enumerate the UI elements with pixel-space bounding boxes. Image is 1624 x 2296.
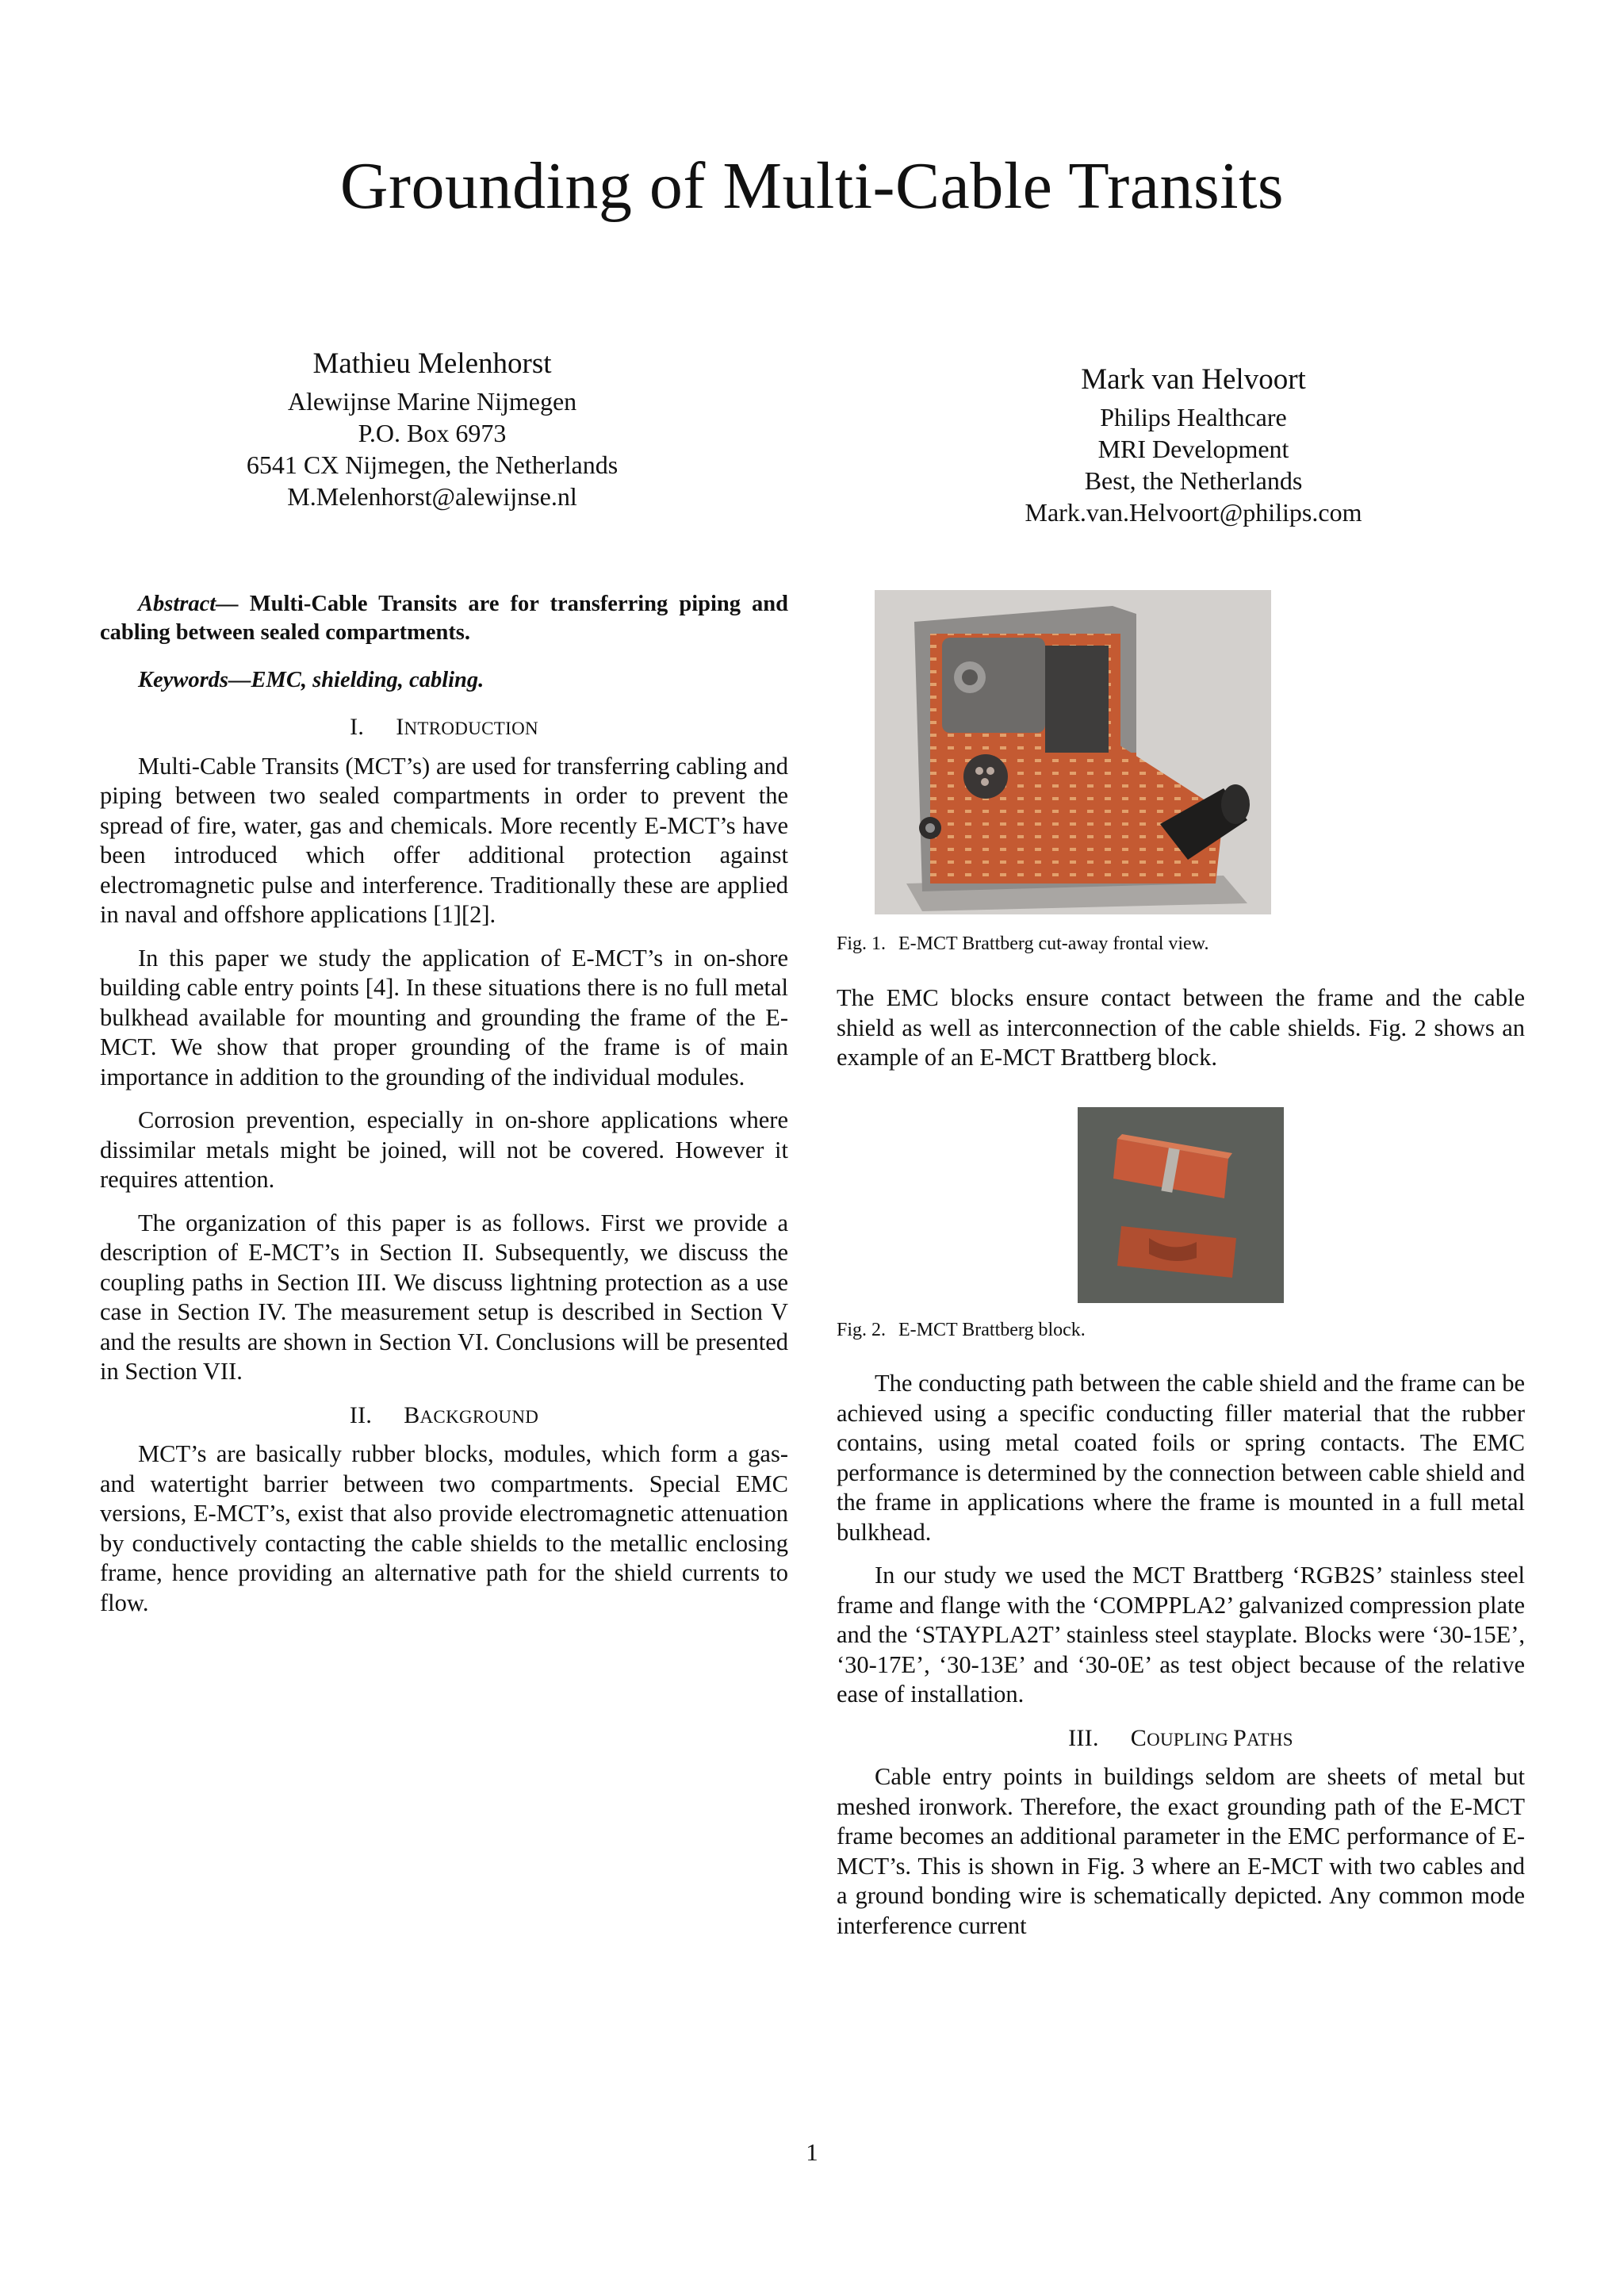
- paragraph: The organization of this paper is as follows. First we provide a description of E-MCT’s in Section II. Subsequently, we discuss the coupling paths in Section III. We discuss lightning protection as a use case in Section IV. The measurement setup is described in Section V and the results are shown in Section VI. Conclusions will be presented in Section VII.: [100, 1209, 788, 1385]
- keywords: Keywords—EMC, shielding, cabling.: [138, 668, 485, 692]
- section-title-initial: B: [404, 1401, 420, 1428]
- caption-text: E-MCT Brattberg block.: [898, 1320, 1086, 1340]
- author-address: Best, the Netherlands: [1084, 466, 1303, 495]
- section-heading-introduction: [100, 712, 788, 744]
- abstract-lead: Abstract—: [138, 592, 239, 616]
- right-column-upper: [837, 983, 1525, 1073]
- paragraph: Corrosion prevention, especially in on-shore applications where dissimilar metals might be joined, will not be covered. However it requires attention.: [100, 1106, 788, 1193]
- section-title-initial-2: P: [1233, 1724, 1247, 1751]
- emc-block-illustration: [1078, 1107, 1284, 1303]
- author-address: 6541 CX Nijmegen, the Netherlands: [246, 450, 619, 479]
- right-column-lower: [837, 1369, 1525, 1954]
- abstract-text: Multi-Cable Transits are for transferring piping and cabling between sealed compartments.: [100, 592, 788, 645]
- paragraph: In this paper we study the application of E-MCT’s in on-shore building cable entry points [4]. In these situations there is no full metal bulkhead available for mounting and grounding the frame of the E-MCT. We show that proper grounding of the frame is of main importance in addition to the grounding of the individual modules.: [100, 944, 788, 1091]
- author-block-1: [190, 346, 674, 512]
- caption-text: E-MCT Brattberg cut-away frontal view.: [898, 933, 1209, 954]
- figure-number: Fig. 1.: [837, 933, 887, 954]
- page-number: 1: [806, 2138, 818, 2166]
- paragraph: In our study we used the MCT Brattberg ‘RGB2S’ stainless steel frame and flange with the ‘COMPPLA2’ galvanized compression plate and the ‘STAYPLA2T’ stainless steel stayplate. Blocks were ‘30-15E’, ‘30-17E’, ‘30-13E’ and ‘30-0E’ as test object because of the relative ease of installation.: [837, 1562, 1525, 1708]
- paragraph: The conducting path between the cable shield and the frame can be achieved using a specific conducting filler material that the rubber contains, using metal coated foils or spring contacts. The EMC performance is determined by the connection between cable shield and the frame in applications where the frame is mounted in a full metal bulkhead.: [837, 1370, 1525, 1546]
- figure-1-image: [875, 590, 1271, 914]
- author-email: M.Melenhorst@alewijnse.nl: [287, 482, 577, 511]
- section-title-initial: C: [1130, 1724, 1147, 1751]
- author-email: Mark.van.Helvoort@philips.com: [1025, 498, 1362, 527]
- figure-2-caption: [837, 1318, 1086, 1342]
- paragraph: The EMC blocks ensure contact between the frame and the cable shield as well as interconnection of the cable shields. Fig. 2 shows an example of an E-MCT Brattberg block.: [837, 984, 1525, 1071]
- figure-1-caption: [837, 932, 1208, 956]
- author-name: Mark van Helvoort: [1081, 363, 1306, 396]
- paragraph: MCT’s are basically rubber blocks, modules, which form a gas- and watertight barrier between two compartments. Special EMC versions, E-MCT’s, exist that also provide electromagnetic attenuation by conductively contacting the cable shields to the metallic enclosing frame, hence providing an alternative path for the shield currents to flow.: [100, 1440, 788, 1616]
- left-column: [100, 590, 788, 1631]
- author-affiliation: Philips Healthcare: [1100, 403, 1287, 431]
- paper-title: Grounding of Multi-Cable Transits: [339, 149, 1285, 223]
- figure-2-image: [1078, 1107, 1284, 1303]
- author-affiliation: Alewijnse Marine Nijmegen: [287, 387, 577, 416]
- section-title-initial: I: [396, 714, 404, 740]
- author-block-2: [948, 362, 1439, 528]
- author-address: P.O. Box 6973: [358, 419, 507, 447]
- section-title-rest: NTRODUCTION: [404, 719, 538, 738]
- section-heading-background: [100, 1401, 788, 1432]
- section-title-rest: ACKGROUND: [419, 1406, 539, 1427]
- section-title-mid: OUPLING: [1147, 1729, 1234, 1750]
- figure-number: Fig. 2.: [837, 1320, 887, 1340]
- section-title-rest: ATHS: [1247, 1729, 1293, 1750]
- author-department: MRI Development: [1097, 435, 1289, 463]
- section-number: III.: [1068, 1724, 1099, 1751]
- abstract: [100, 590, 788, 647]
- section-number: I.: [350, 714, 365, 740]
- section-heading-coupling-paths: [837, 1723, 1525, 1755]
- mct-cutaway-illustration: [875, 590, 1271, 914]
- paragraph: Multi-Cable Transits (MCT’s) are used for transferring cabling and piping between two sealed compartments in order to prevent the spread of fire, water, gas and chemicals. More recently E-MCT’s have been introduced which offer additional protection against electromagnetic pulse and interference. Traditionally these are applied in naval and offshore applications [1][2].: [100, 752, 788, 928]
- paragraph: Cable entry points in buildings seldom are sheets of metal but meshed ironwork. Therefore, the exact grounding path of the E-MCT frame becomes an additional parameter in the EMC performance of E-MCT’s. This is shown in Fig. 3 where an E-MCT with two cables and a ground bonding wire is schematically depicted. Any common mode interference current: [837, 1763, 1525, 1939]
- section-number: II.: [349, 1401, 373, 1428]
- author-name: Mathieu Melenhorst: [312, 347, 552, 380]
